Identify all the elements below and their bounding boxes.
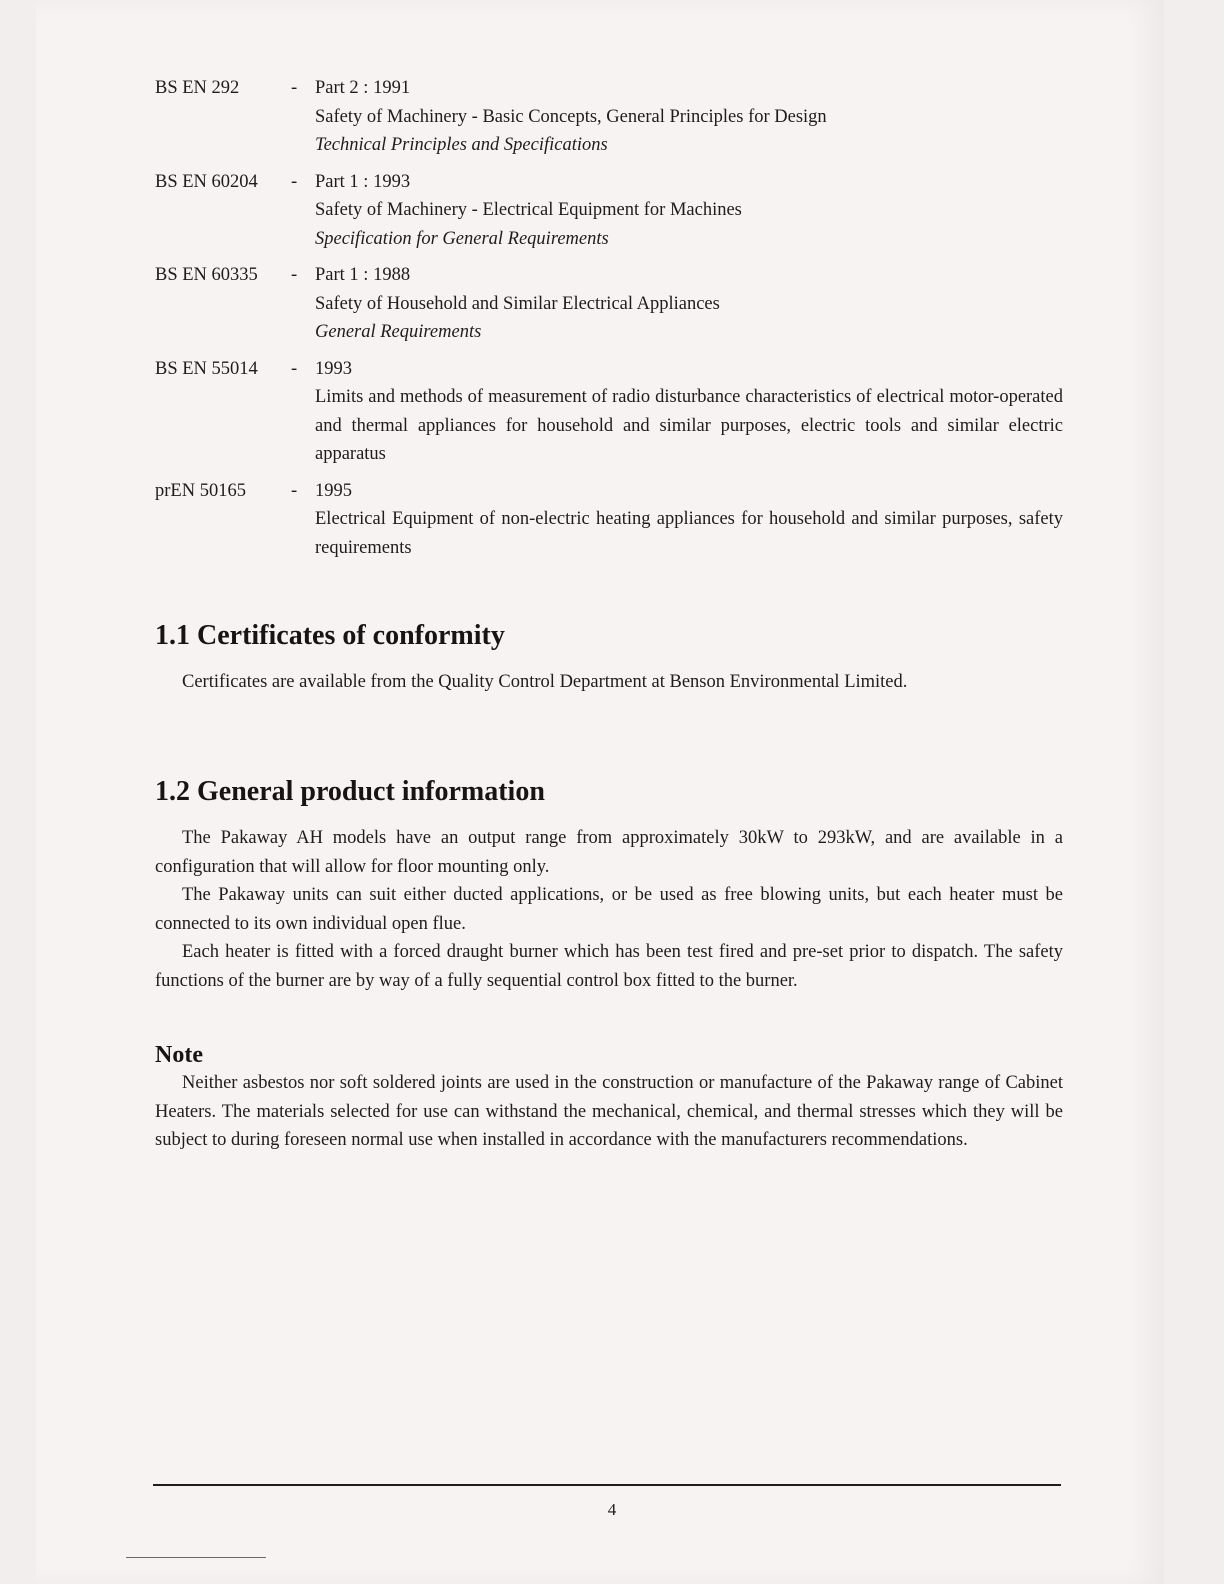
standard-description — [315, 168, 1063, 254]
section-body — [155, 824, 1063, 995]
standard-title: Limits and methods of measurement of radio disturbance characteristics of electrical motor-operated and thermal appliances for household and similar purposes, electric tools and similar electric apparatus — [315, 387, 1063, 464]
standard-entry — [155, 74, 1063, 160]
standard-part: 1993 — [315, 358, 352, 379]
standard-subtitle: Specification for General Requirements — [315, 228, 609, 249]
standard-title: Safety of Machinery - Electrical Equipment for Machines — [315, 200, 742, 220]
section-heading: 1.1 Certificates of conformity — [155, 620, 505, 651]
standard-title: Safety of Household and Similar Electrical Appliances — [315, 293, 720, 314]
standard-subtitle: General Requirements — [315, 322, 482, 342]
standard-part: 1995 — [315, 480, 352, 501]
section-paragraph: Each heater is fitted with a forced draught burner which has been test fired and pre-set prior to dispatch. The safety functions of the burner are by way of a fully sequential control box fitted to the burner. — [155, 942, 1063, 991]
section-paragraph: The Pakaway units can suit either ducted applications, or be used as free blowing units, but each heater must be connected to its own individual open flue. — [155, 885, 1063, 934]
section-product-information — [155, 776, 1063, 995]
standard-part: Part 1 : 1988 — [315, 265, 411, 285]
standard-description — [315, 355, 1063, 469]
standard-entry — [155, 261, 1063, 347]
standard-entry — [155, 355, 1063, 469]
standard-description — [315, 74, 1063, 160]
standard-subtitle: Technical Principles and Specifications — [315, 135, 608, 155]
standard-code: prEN 50165 — [155, 480, 246, 501]
page-content — [155, 74, 1063, 1150]
standard-part: Part 1 : 1993 — [315, 171, 411, 192]
section-paragraph: The Pakaway AH models have an output range from approximately 30kW to 293kW, and are available in a configuration that will allow for floor mounting only. — [155, 828, 1063, 877]
section-heading: 1.2 General product information — [155, 776, 545, 807]
note-block — [155, 1042, 1063, 1155]
note-heading: Note — [155, 1042, 203, 1068]
standard-code: BS EN 60335 — [155, 265, 258, 285]
standard-code: BS EN 55014 — [155, 358, 258, 379]
scan-edge-line — [126, 1557, 266, 1558]
separator-dash: - — [291, 171, 298, 192]
separator-dash: - — [291, 480, 298, 501]
note-paragraph: Neither asbestos nor soft soldered joints are used in the construction or manufacture of the Pakaway range of Cabinet Heaters. The materials selected for use can withstand the mechanical, chemical, and thermal stresses which they will be subject to during foreseen normal use when installed in accordance with the manufacturers recommendations. — [155, 1073, 1063, 1150]
standard-title: Safety of Machinery - Basic Concepts, General Principles for Design — [315, 106, 827, 127]
standard-entry — [155, 168, 1063, 254]
footer-rule — [153, 1484, 1061, 1486]
page-number: 4 — [607, 1500, 617, 1519]
standard-description — [315, 261, 1063, 347]
standard-code: BS EN 292 — [155, 78, 240, 98]
section-certificates — [155, 620, 1063, 697]
standard-code: BS EN 60204 — [155, 171, 258, 192]
standard-title: Electrical Equipment of non-electric heating appliances for household and similar purposes, safety requirements — [315, 509, 1063, 558]
standard-entry — [155, 477, 1063, 563]
standard-part: Part 2 : 1991 — [315, 78, 411, 98]
standards-list — [155, 74, 1063, 562]
section-paragraph: Certificates are available from the Quality Control Department at Benson Environmental Limited. — [182, 672, 908, 692]
separator-dash: - — [291, 265, 298, 285]
standard-description — [315, 477, 1063, 563]
separator-dash: - — [291, 358, 298, 379]
separator-dash: - — [291, 78, 298, 98]
